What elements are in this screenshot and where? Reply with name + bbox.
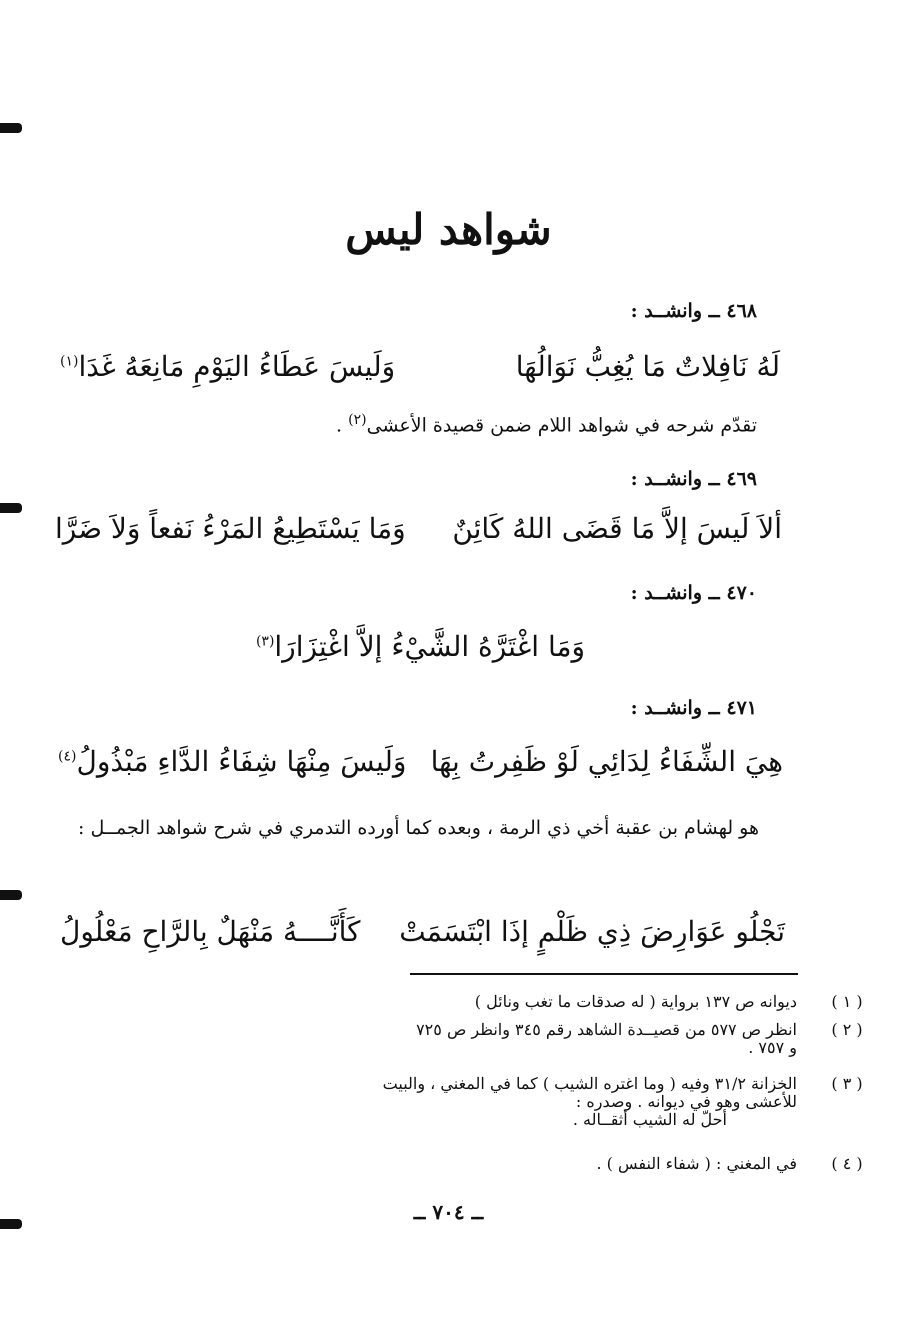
footnote-line: و ٧٥٧ .: [748, 1038, 797, 1057]
footnote-marker: (٢): [348, 412, 367, 428]
entry-471-commentary: هو لهشام بن عقبة أخي ذي الرمة ، وبعده كما أورده التدمري في شرح شواهد الجمــل :: [78, 817, 759, 839]
note-text: تقدّم شرحه في شواهد اللام ضمن قصيدة الأعشى: [366, 414, 757, 437]
verse-hemistich-left: وَمَا يَسْتَطِيعُ المَرْءُ نَفعاً وَلاَ ضَرَّا: [55, 512, 406, 545]
footnote-number: ( ٢ ): [831, 1020, 863, 1039]
footnote-line: في المغني : ( شفاء النفس ) .: [596, 1154, 797, 1173]
footnote-2: [47, 1020, 863, 1057]
footnote-line: الخزانة ٣١/٢ وفيه ( وما اغتره الشيب ) كما في المغني ، والبيت: [382, 1074, 797, 1093]
scan-edge-mark: [0, 503, 22, 513]
footnote-line: انظر ص ٥٧٧ من قصيــدة الشاهد رقم ٣٤٥ وانظر ص ٧٢٥: [416, 1020, 797, 1039]
entry-470-verse: [255, 630, 585, 670]
page-number: ــ ٧٠٤ ــ: [413, 1200, 484, 1224]
note-end: .: [336, 414, 343, 437]
verse-hemistich-left: وَلَيسَ عَطَاءُ اليَوْمِ مَانِعَهُ غَدَا: [78, 350, 396, 383]
footnote-line: ديوانه ص ١٣٧ برواية ( له صدقات ما تغب ونائل ): [474, 992, 797, 1011]
verse-hemistich-left: وَلَيسَ مِنْهَا شِفَاءُ الدَّاءِ مَبْذُولُ: [76, 745, 407, 778]
scan-edge-mark: [0, 123, 22, 133]
entry-471-verse: [58, 745, 783, 785]
verse-hemistich-right: ألاَ لَيسَ إلاَّ مَا قَضَى اللهُ كَائِنٌ: [452, 512, 782, 545]
footnote-4: [47, 1154, 863, 1173]
verse-hemistich-right: تَجْلُو عَوَارِضَ ذِي ظَلْمٍ إذَا ابْتَسَمَتْ: [399, 915, 785, 948]
footnote-number: ( ٣ ): [831, 1074, 863, 1093]
entry-469-verse: [55, 512, 782, 552]
footnote-3: [47, 1074, 863, 1129]
entry-468-heading: ٤٦٨ ــ وانشــد :: [630, 300, 757, 322]
footnote-number: ( ٤ ): [831, 1154, 863, 1173]
verse-hemistich-left: كَأَنَّــــهُ مَنْهَلٌ بِالرَّاحِ مَعْلُولُ: [60, 915, 361, 948]
scan-edge-mark: [0, 890, 22, 900]
entry-471-second-verse: [60, 915, 785, 955]
entry-468-verse: [60, 350, 780, 390]
footnote-marker: (٣): [255, 633, 275, 650]
verse-line: وَمَا اغْتَرَّهُ الشَّيْءُ إلاَّ اغْتِزَارَا: [274, 630, 585, 663]
footnote-number: ( ١ ): [831, 992, 863, 1011]
footnote-marker: (١): [60, 353, 79, 370]
entry-468-note: [336, 412, 757, 436]
page-title: شواهد ليس: [345, 205, 552, 254]
footnote-divider: [410, 973, 798, 975]
footnote-line: للأعشى وهو في ديوانه . وصدره :: [575, 1092, 797, 1111]
footnote-1: [47, 992, 863, 1011]
entry-471-heading: ٤٧١ ــ وانشــد :: [630, 697, 757, 719]
footnote-marker: (٤): [58, 748, 77, 765]
entry-470-heading: ٤٧٠ ــ وانشــد :: [630, 582, 757, 604]
footnote-line: أحلّ له الشيب أثقــاله .: [572, 1110, 727, 1129]
verse-hemistich-right: هِيَ الشِّفَاءُ لِدَائِي لَوْ ظَفِرتُ بِهَا: [430, 745, 783, 778]
verse-hemistich-right: لَهُ نَافِلاتٌ مَا يُغِبُّ نَوَالُهَا: [515, 350, 780, 383]
entry-469-heading: ٤٦٩ ــ وانشــد :: [630, 468, 757, 490]
